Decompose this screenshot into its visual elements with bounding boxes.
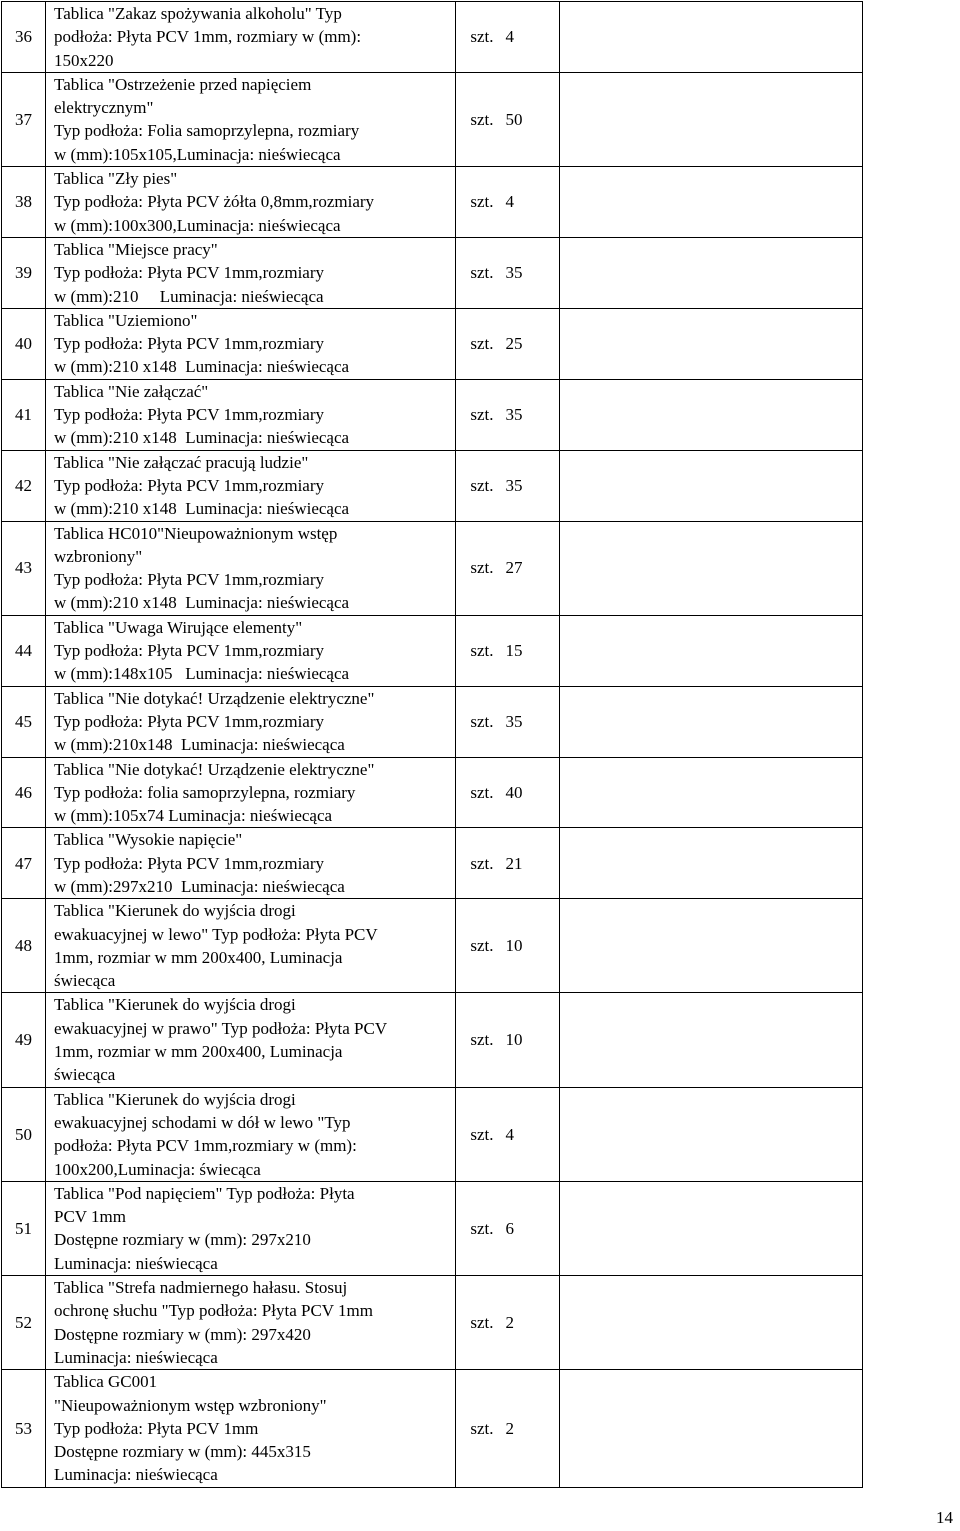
quantity-cell: 27 bbox=[498, 521, 560, 615]
item-description bbox=[46, 828, 456, 899]
description-line: w (mm):210 x148 Luminacja: nieświecąca bbox=[54, 499, 350, 519]
item-description bbox=[46, 1181, 456, 1275]
items-table-body bbox=[2, 2, 863, 1488]
row-number: 40 bbox=[2, 308, 46, 379]
empty-cell bbox=[560, 1276, 863, 1370]
empty-cell bbox=[560, 615, 863, 686]
row-number: 46 bbox=[2, 757, 46, 828]
description-line: 150x220 bbox=[54, 50, 114, 70]
item-description bbox=[46, 308, 456, 379]
description-line: 100x200,Luminacja: świecąca bbox=[54, 1159, 261, 1179]
table-row bbox=[2, 308, 863, 379]
table-row bbox=[2, 899, 863, 993]
description-line: w (mm):297x210 Luminacja: nieświecąca bbox=[54, 876, 345, 896]
quantity-cell: 4 bbox=[498, 2, 560, 73]
quantity-cell: 40 bbox=[498, 757, 560, 828]
empty-cell bbox=[560, 1370, 863, 1487]
row-number: 47 bbox=[2, 828, 46, 899]
item-description bbox=[46, 237, 456, 308]
quantity-cell: 2 bbox=[498, 1370, 560, 1487]
unit-cell: szt. bbox=[456, 450, 498, 521]
quantity-cell: 6 bbox=[498, 1181, 560, 1275]
description-line: w (mm):210x148 Luminacja: nieświecąca bbox=[54, 735, 345, 755]
row-number: 41 bbox=[2, 379, 46, 450]
description-line: podłoża: Płyta PCV 1mm,rozmiary w (mm): bbox=[54, 1136, 357, 1156]
unit-cell: szt. bbox=[456, 237, 498, 308]
unit-cell: szt. bbox=[456, 615, 498, 686]
quantity-cell: 15 bbox=[498, 615, 560, 686]
unit-cell: szt. bbox=[456, 899, 498, 993]
unit-cell: szt. bbox=[456, 1087, 498, 1181]
description-line: Typ podłoża: Płyta PCV 1mm,rozmiary bbox=[54, 405, 324, 425]
description-line: Typ podłoża: Folia samoprzylepna, rozmiary bbox=[54, 121, 360, 141]
unit-cell: szt. bbox=[456, 686, 498, 757]
table-row bbox=[2, 757, 863, 828]
description-line: Tablica "Uwaga Wirujące elementy" bbox=[54, 617, 303, 637]
item-description bbox=[46, 450, 456, 521]
table-row bbox=[2, 237, 863, 308]
item-description bbox=[46, 2, 456, 73]
description-line: Tablica GC001 bbox=[54, 1372, 158, 1392]
table-row bbox=[2, 1370, 863, 1487]
quantity-cell: 10 bbox=[498, 993, 560, 1087]
unit-cell: szt. bbox=[456, 379, 498, 450]
description-line: w (mm):100x300,Luminacja: nieświecąca bbox=[54, 215, 341, 235]
description-line: Tablica "Nie załączać" bbox=[54, 381, 209, 401]
description-line: Tablica "Zły pies" bbox=[54, 169, 178, 189]
description-line: Luminacja: nieświecąca bbox=[54, 1253, 218, 1273]
description-line: 1mm, rozmiar w mm 200x400, Luminacja bbox=[54, 1042, 343, 1062]
item-description bbox=[46, 686, 456, 757]
row-number: 37 bbox=[2, 72, 46, 166]
description-line: Typ podłoża: Płyta PCV 1mm,rozmiary bbox=[54, 711, 324, 731]
unit-cell: szt. bbox=[456, 757, 498, 828]
quantity-cell: 21 bbox=[498, 828, 560, 899]
row-number: 44 bbox=[2, 615, 46, 686]
empty-cell bbox=[560, 828, 863, 899]
description-line: w (mm):105x74 Luminacja: nieświecąca bbox=[54, 806, 333, 826]
empty-cell bbox=[560, 1087, 863, 1181]
quantity-cell: 25 bbox=[498, 308, 560, 379]
item-description bbox=[46, 899, 456, 993]
table-row bbox=[2, 379, 863, 450]
item-description bbox=[46, 72, 456, 166]
quantity-cell: 10 bbox=[498, 899, 560, 993]
description-line: Luminacja: nieświecąca bbox=[54, 1465, 218, 1485]
description-line: elektrycznym" bbox=[54, 98, 154, 118]
unit-cell: szt. bbox=[456, 993, 498, 1087]
description-line: Tablica "Zakaz spożywania alkoholu" Typ bbox=[54, 4, 342, 23]
table-row bbox=[2, 828, 863, 899]
empty-cell bbox=[560, 899, 863, 993]
quantity-cell: 4 bbox=[498, 1087, 560, 1181]
row-number: 49 bbox=[2, 993, 46, 1087]
description-line: ochronę słuchu "Typ podłoża: Płyta PCV 1mm bbox=[54, 1301, 373, 1321]
description-line: PCV 1mm bbox=[54, 1207, 126, 1227]
empty-cell bbox=[560, 757, 863, 828]
item-description bbox=[46, 993, 456, 1087]
row-number: 38 bbox=[2, 167, 46, 238]
description-line: Tablica "Nie załączać pracują ludzie" bbox=[54, 452, 309, 472]
page-number: 14 bbox=[936, 1508, 953, 1527]
row-number: 50 bbox=[2, 1087, 46, 1181]
description-line: ewakuacyjnej schodami w dół w lewo "Typ bbox=[54, 1112, 351, 1132]
table-row bbox=[2, 2, 863, 73]
row-number: 39 bbox=[2, 237, 46, 308]
item-description bbox=[46, 167, 456, 238]
description-line: Tablica "Uziemiono" bbox=[54, 310, 198, 330]
empty-cell bbox=[560, 686, 863, 757]
table-row bbox=[2, 615, 863, 686]
row-number: 42 bbox=[2, 450, 46, 521]
description-line: Luminacja: nieświecąca bbox=[54, 1347, 218, 1367]
description-line: Tablica "Miejsce pracy" bbox=[54, 239, 218, 259]
empty-cell bbox=[560, 1181, 863, 1275]
unit-cell: szt. bbox=[456, 2, 498, 73]
description-line: ewakuacyjnej w prawo" Typ podłoża: Płyta PCV bbox=[54, 1018, 388, 1038]
quantity-cell: 35 bbox=[498, 379, 560, 450]
row-number: 43 bbox=[2, 521, 46, 615]
description-line: w (mm):210 x148 Luminacja: nieświecąca bbox=[54, 593, 350, 613]
items-table bbox=[1, 1, 863, 1488]
quantity-cell: 35 bbox=[498, 237, 560, 308]
description-line: Tablica "Ostrzeżenie przed napięciem bbox=[54, 74, 312, 94]
empty-cell bbox=[560, 993, 863, 1087]
description-line: świecąca bbox=[54, 971, 116, 991]
description-line: Tablica HC010"Nieupoważnionym wstęp bbox=[54, 523, 338, 543]
item-description bbox=[46, 379, 456, 450]
description-line: Typ podłoża: Płyta PCV 1mm,rozmiary bbox=[54, 334, 324, 354]
row-number: 51 bbox=[2, 1181, 46, 1275]
quantity-cell: 4 bbox=[498, 167, 560, 238]
empty-cell bbox=[560, 237, 863, 308]
item-description bbox=[46, 1370, 456, 1487]
empty-cell bbox=[560, 521, 863, 615]
empty-cell bbox=[560, 379, 863, 450]
empty-cell bbox=[560, 72, 863, 166]
description-line: podłoża: Płyta PCV 1mm, rozmiary w (mm): bbox=[54, 27, 362, 47]
unit-cell: szt. bbox=[456, 1181, 498, 1275]
quantity-cell: 50 bbox=[498, 72, 560, 166]
description-line: w (mm):210 x148 Luminacja: nieświecąca bbox=[54, 428, 350, 448]
row-number: 45 bbox=[2, 686, 46, 757]
unit-cell: szt. bbox=[456, 167, 498, 238]
row-number: 52 bbox=[2, 1276, 46, 1370]
description-line: Typ podłoża: folia samoprzylepna, rozmiary bbox=[54, 782, 356, 802]
table-row bbox=[2, 1181, 863, 1275]
description-line: w (mm):210 x148 Luminacja: nieświecąca bbox=[54, 357, 350, 377]
description-line: Tablica "Nie dotykać! Urządzenie elektryczne" bbox=[54, 688, 375, 708]
empty-cell bbox=[560, 308, 863, 379]
empty-cell bbox=[560, 450, 863, 521]
description-line: Tablica "Kierunek do wyjścia drogi bbox=[54, 901, 296, 921]
description-line: Tablica "Wysokie napięcie" bbox=[54, 830, 243, 850]
description-line: Tablica "Pod napięciem" Typ podłoża: Płyta bbox=[54, 1183, 355, 1203]
description-line: 1mm, rozmiar w mm 200x400, Luminacja bbox=[54, 947, 343, 967]
item-description bbox=[46, 615, 456, 686]
row-number: 48 bbox=[2, 899, 46, 993]
description-line: świecąca bbox=[54, 1065, 116, 1085]
description-line: Dostępne rozmiary w (mm): 445x315 bbox=[54, 1442, 311, 1462]
description-line: w (mm):210 Luminacja: nieświecąca bbox=[54, 286, 324, 306]
unit-cell: szt. bbox=[456, 308, 498, 379]
table-row bbox=[2, 1276, 863, 1370]
description-line: wzbroniony" bbox=[54, 546, 143, 566]
quantity-cell: 2 bbox=[498, 1276, 560, 1370]
table-row bbox=[2, 686, 863, 757]
unit-cell: szt. bbox=[456, 1370, 498, 1487]
item-description bbox=[46, 1276, 456, 1370]
row-number: 36 bbox=[2, 2, 46, 73]
description-line: Typ podłoża: Płyta PCV żółta 0,8mm,rozmiary bbox=[54, 192, 375, 212]
description-line: Tablica "Nie dotykać! Urządzenie elektryczne" bbox=[54, 759, 375, 779]
table-row bbox=[2, 521, 863, 615]
description-line: Tablica "Kierunek do wyjścia drogi bbox=[54, 1089, 296, 1109]
description-line: Dostępne rozmiary w (mm): 297x210 bbox=[54, 1230, 311, 1250]
item-description bbox=[46, 1087, 456, 1181]
table-row bbox=[2, 167, 863, 238]
unit-cell: szt. bbox=[456, 72, 498, 166]
description-line: Tablica "Strefa nadmiernego hałasu. Stosuj bbox=[54, 1278, 348, 1298]
description-line: Typ podłoża: Płyta PCV 1mm bbox=[54, 1418, 259, 1438]
table-row bbox=[2, 72, 863, 166]
description-line: ewakuacyjnej w lewo" Typ podłoża: Płyta PCV bbox=[54, 924, 378, 944]
description-line: Typ podłoża: Płyta PCV 1mm,rozmiary bbox=[54, 641, 324, 661]
unit-cell: szt. bbox=[456, 521, 498, 615]
row-number: 53 bbox=[2, 1370, 46, 1487]
quantity-cell: 35 bbox=[498, 450, 560, 521]
description-line: Typ podłoża: Płyta PCV 1mm,rozmiary bbox=[54, 570, 324, 590]
description-line: Typ podłoża: Płyta PCV 1mm,rozmiary bbox=[54, 853, 324, 873]
empty-cell bbox=[560, 167, 863, 238]
description-line: Typ podłoża: Płyta PCV 1mm,rozmiary bbox=[54, 263, 324, 283]
description-line: "Nieupoważnionym wstęp wzbroniony" bbox=[54, 1395, 327, 1415]
empty-cell bbox=[560, 2, 863, 73]
item-description bbox=[46, 521, 456, 615]
item-description bbox=[46, 757, 456, 828]
description-line: w (mm):148x105 Luminacja: nieświecąca bbox=[54, 664, 350, 684]
description-line: w (mm):105x105,Luminacja: nieświecąca bbox=[54, 144, 341, 164]
table-row bbox=[2, 450, 863, 521]
table-row bbox=[2, 1087, 863, 1181]
description-line: Dostępne rozmiary w (mm): 297x420 bbox=[54, 1324, 311, 1344]
description-line: Typ podłoża: Płyta PCV 1mm,rozmiary bbox=[54, 475, 324, 495]
quantity-cell: 35 bbox=[498, 686, 560, 757]
unit-cell: szt. bbox=[456, 828, 498, 899]
unit-cell: szt. bbox=[456, 1276, 498, 1370]
table-row bbox=[2, 993, 863, 1087]
description-line: Tablica "Kierunek do wyjścia drogi bbox=[54, 995, 296, 1015]
